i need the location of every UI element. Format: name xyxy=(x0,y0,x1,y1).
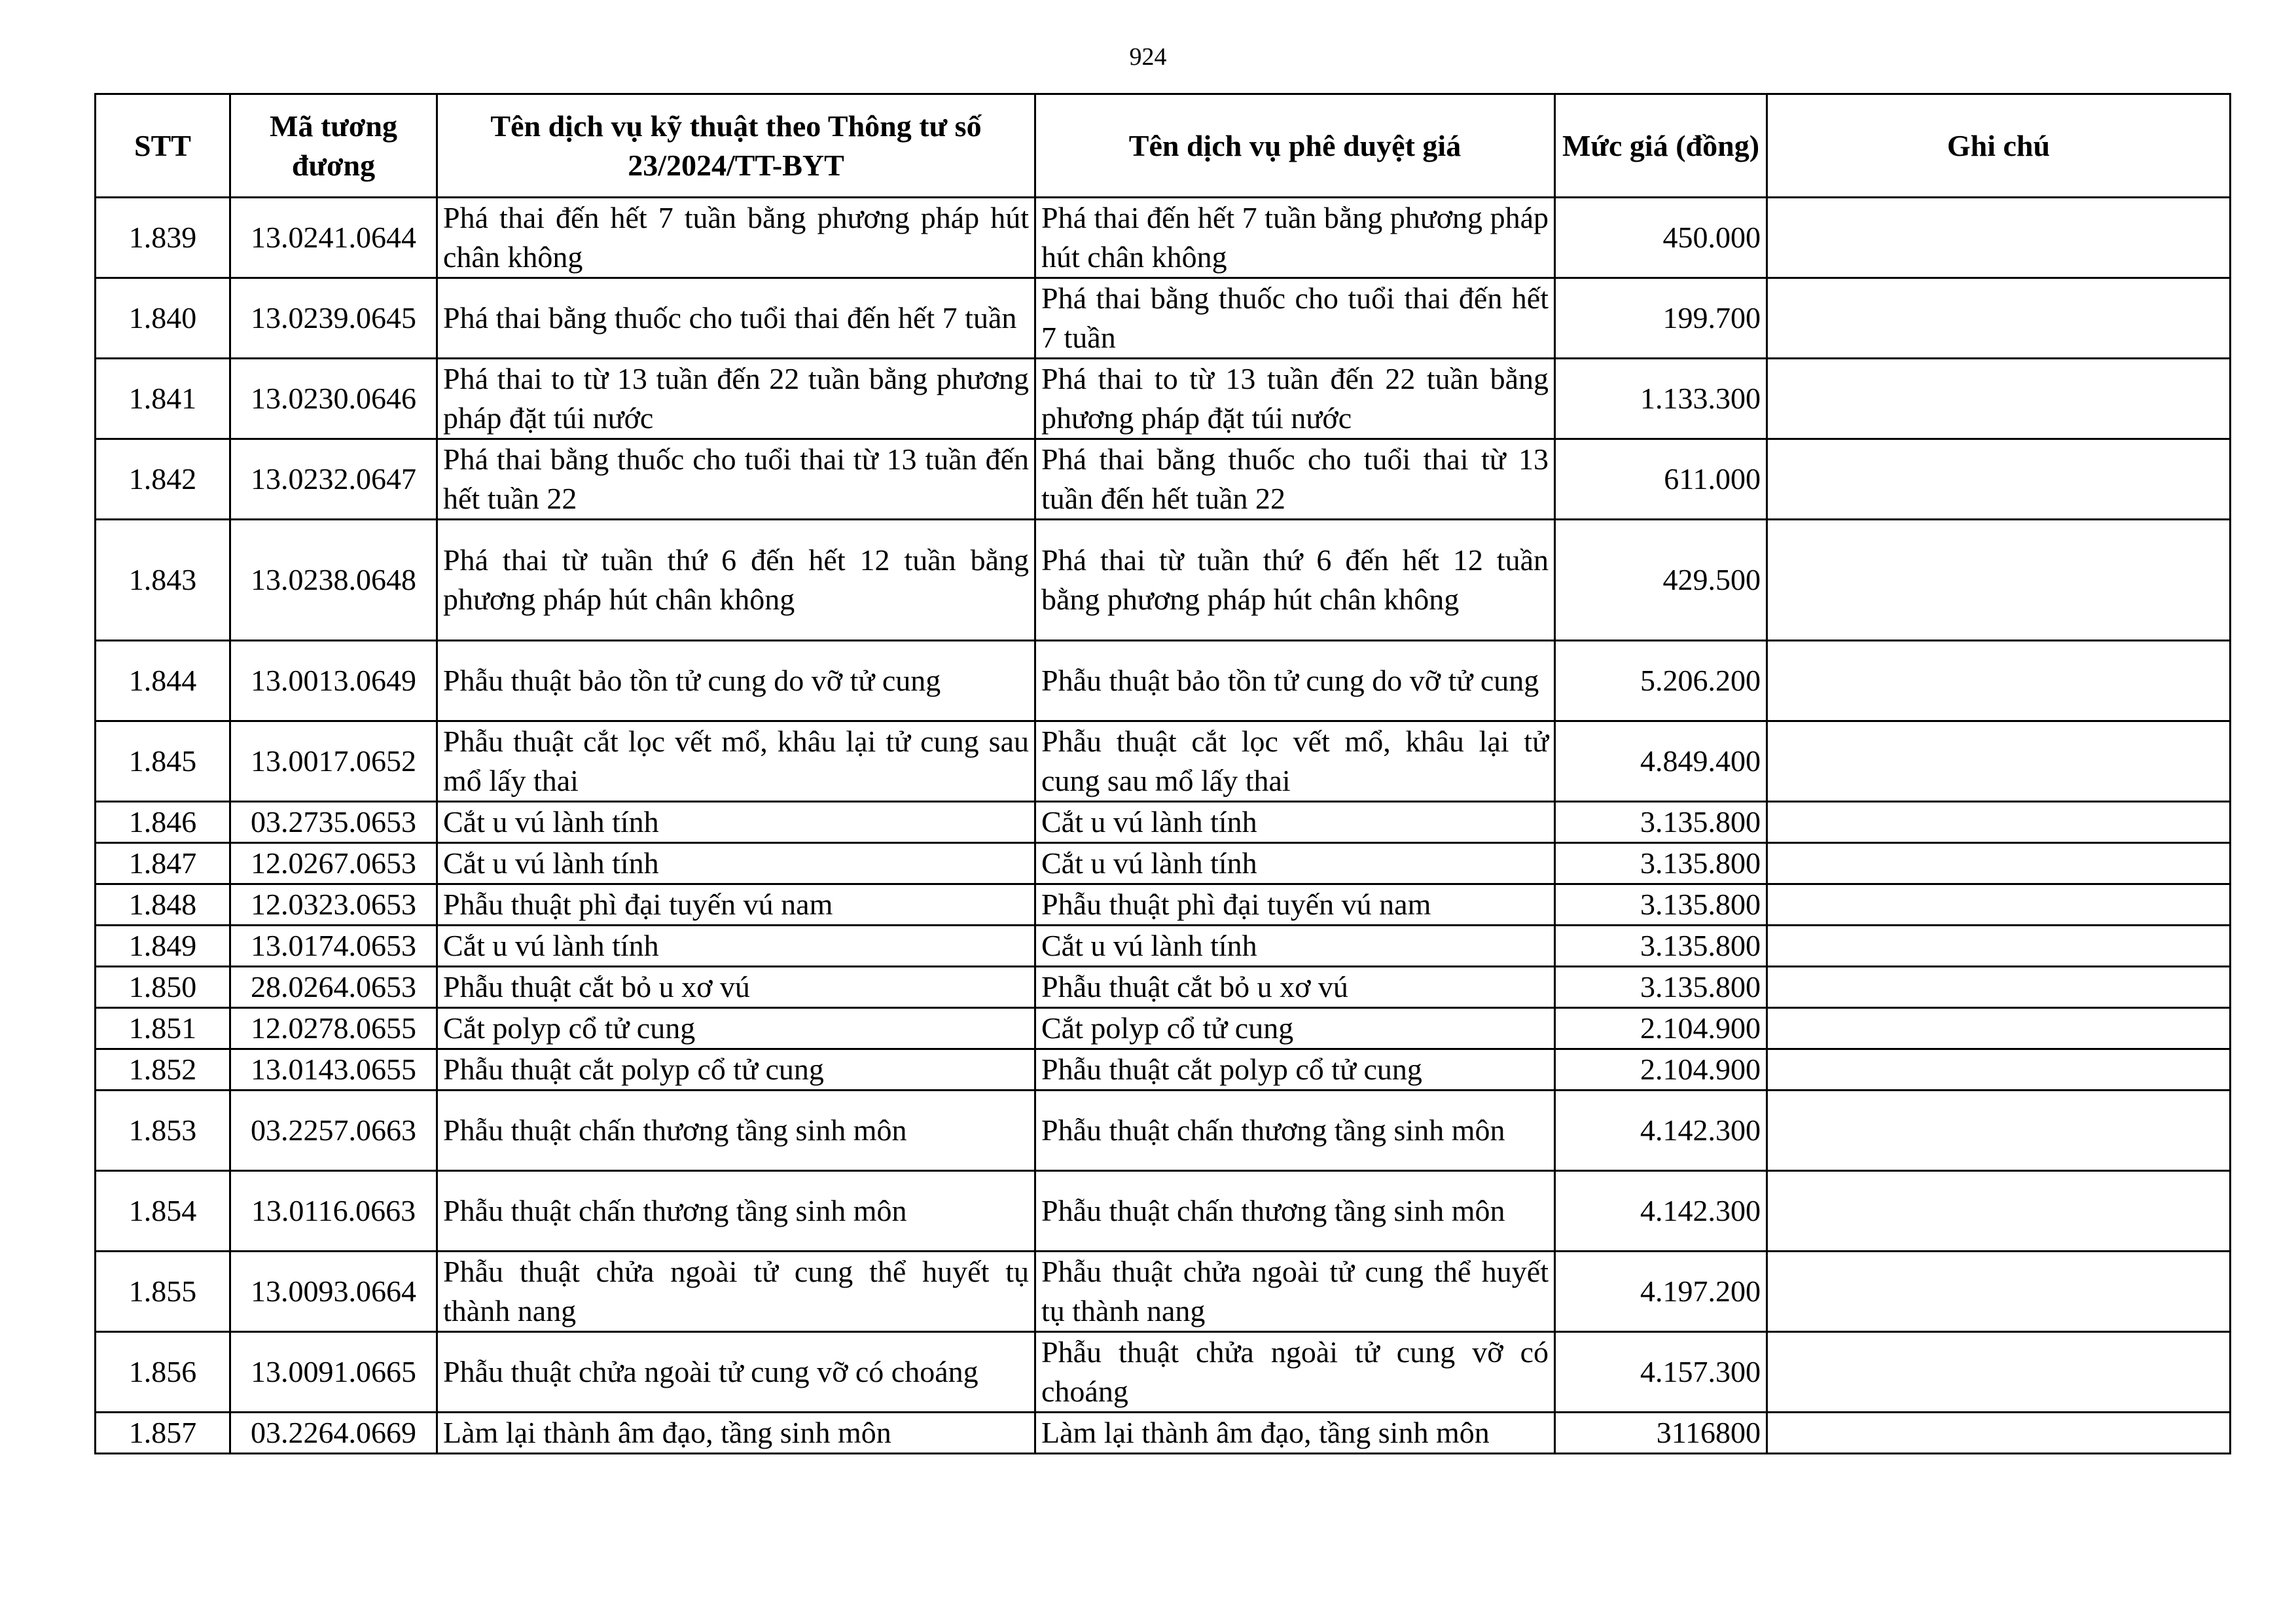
table-row xyxy=(96,1332,2231,1413)
cell-approved-name: Làm lại thành âm đạo, tầng sinh môn xyxy=(1035,1413,1555,1454)
cell-price: 4.142.300 xyxy=(1555,1171,1767,1252)
cell-code: 13.0116.0663 xyxy=(230,1171,437,1252)
cell-stt: 1.845 xyxy=(96,721,230,802)
cell-note xyxy=(1767,802,2231,843)
header-price: Mức giá (đồng) xyxy=(1555,94,1767,198)
cell-price: 3.135.800 xyxy=(1555,884,1767,926)
cell-price: 429.500 xyxy=(1555,520,1767,641)
cell-approved-name: Phá thai to từ 13 tuần đến 22 tuần bằng phương pháp đặt túi nước xyxy=(1035,359,1555,439)
cell-note xyxy=(1767,359,2231,439)
cell-note xyxy=(1767,926,2231,967)
cell-code: 13.0238.0648 xyxy=(230,520,437,641)
table-row xyxy=(96,198,2231,278)
cell-stt: 1.843 xyxy=(96,520,230,641)
table-row xyxy=(96,278,2231,359)
cell-technical-name: Phẫu thuật phì đại tuyến vú nam xyxy=(437,884,1035,926)
table-row xyxy=(96,802,2231,843)
cell-code: 13.0239.0645 xyxy=(230,278,437,359)
cell-technical-name: Phá thai bằng thuốc cho tuổi thai đến hết 7 tuần xyxy=(437,278,1035,359)
cell-stt: 1.840 xyxy=(96,278,230,359)
header-technical-name: Tên dịch vụ kỹ thuật theo Thông tư số 23/2024/TT-BYT xyxy=(437,94,1035,198)
cell-note xyxy=(1767,721,2231,802)
cell-price: 1.133.300 xyxy=(1555,359,1767,439)
cell-note xyxy=(1767,641,2231,721)
price-table xyxy=(94,93,2231,1454)
cell-technical-name: Phá thai bằng thuốc cho tuổi thai từ 13 tuần đến hết tuần 22 xyxy=(437,439,1035,520)
cell-stt: 1.854 xyxy=(96,1171,230,1252)
cell-stt: 1.857 xyxy=(96,1413,230,1454)
cell-technical-name: Phẫu thuật chấn thương tầng sinh môn xyxy=(437,1171,1035,1252)
header-note: Ghi chú xyxy=(1767,94,2231,198)
cell-price: 3.135.800 xyxy=(1555,967,1767,1008)
cell-code: 12.0278.0655 xyxy=(230,1008,437,1049)
cell-price: 3.135.800 xyxy=(1555,926,1767,967)
cell-technical-name: Làm lại thành âm đạo, tầng sinh môn xyxy=(437,1413,1035,1454)
cell-note xyxy=(1767,1252,2231,1332)
cell-technical-name: Phẫu thuật cắt polyp cổ tử cung xyxy=(437,1049,1035,1091)
cell-price: 3.135.800 xyxy=(1555,802,1767,843)
cell-code: 13.0232.0647 xyxy=(230,439,437,520)
cell-code: 03.2257.0663 xyxy=(230,1091,437,1171)
page-number: 924 xyxy=(1129,43,1167,71)
cell-stt: 1.852 xyxy=(96,1049,230,1091)
cell-price: 2.104.900 xyxy=(1555,1049,1767,1091)
cell-price: 5.206.200 xyxy=(1555,641,1767,721)
cell-price: 3116800 xyxy=(1555,1413,1767,1454)
cell-note xyxy=(1767,967,2231,1008)
cell-code: 13.0013.0649 xyxy=(230,641,437,721)
header-approved-name: Tên dịch vụ phê duyệt giá xyxy=(1035,94,1555,198)
cell-approved-name: Phẫu thuật chấn thương tầng sinh môn xyxy=(1035,1091,1555,1171)
cell-approved-name: Phẫu thuật cắt bỏ u xơ vú xyxy=(1035,967,1555,1008)
cell-price: 4.142.300 xyxy=(1555,1091,1767,1171)
cell-approved-name: Phá thai bằng thuốc cho tuổi thai từ 13 tuần đến hết tuần 22 xyxy=(1035,439,1555,520)
cell-code: 13.0143.0655 xyxy=(230,1049,437,1091)
table-row xyxy=(96,967,2231,1008)
cell-stt: 1.842 xyxy=(96,439,230,520)
cell-note xyxy=(1767,884,2231,926)
cell-approved-name: Cắt u vú lành tính xyxy=(1035,926,1555,967)
cell-technical-name: Cắt polyp cổ tử cung xyxy=(437,1008,1035,1049)
cell-price: 2.104.900 xyxy=(1555,1008,1767,1049)
cell-code: 03.2264.0669 xyxy=(230,1413,437,1454)
cell-price: 4.197.200 xyxy=(1555,1252,1767,1332)
table-row xyxy=(96,359,2231,439)
table-row xyxy=(96,520,2231,641)
cell-code: 13.0093.0664 xyxy=(230,1252,437,1332)
cell-code: 13.0241.0644 xyxy=(230,198,437,278)
cell-note xyxy=(1767,1091,2231,1171)
table-row xyxy=(96,1413,2231,1454)
table-row xyxy=(96,884,2231,926)
cell-code: 28.0264.0653 xyxy=(230,967,437,1008)
cell-approved-name: Phẫu thuật cắt lọc vết mổ, khâu lại tử cung sau mổ lấy thai xyxy=(1035,721,1555,802)
cell-note xyxy=(1767,278,2231,359)
cell-code: 13.0017.0652 xyxy=(230,721,437,802)
table-row xyxy=(96,439,2231,520)
cell-code: 13.0174.0653 xyxy=(230,926,437,967)
cell-stt: 1.846 xyxy=(96,802,230,843)
cell-stt: 1.849 xyxy=(96,926,230,967)
cell-technical-name: Phẫu thuật cắt lọc vết mổ, khâu lại tử cung sau mổ lấy thai xyxy=(437,721,1035,802)
cell-stt: 1.851 xyxy=(96,1008,230,1049)
cell-approved-name: Phẫu thuật bảo tồn tử cung do vỡ tử cung xyxy=(1035,641,1555,721)
cell-stt: 1.848 xyxy=(96,884,230,926)
cell-approved-name: Cắt u vú lành tính xyxy=(1035,843,1555,884)
cell-note xyxy=(1767,1171,2231,1252)
cell-note xyxy=(1767,520,2231,641)
cell-approved-name: Phẫu thuật chửa ngoài tử cung thể huyết tụ thành nang xyxy=(1035,1252,1555,1332)
cell-technical-name: Cắt u vú lành tính xyxy=(437,843,1035,884)
cell-technical-name: Phẫu thuật chấn thương tầng sinh môn xyxy=(437,1091,1035,1171)
cell-code: 13.0091.0665 xyxy=(230,1332,437,1413)
cell-note xyxy=(1767,439,2231,520)
cell-stt: 1.850 xyxy=(96,967,230,1008)
cell-stt: 1.847 xyxy=(96,843,230,884)
cell-stt: 1.839 xyxy=(96,198,230,278)
cell-approved-name: Cắt u vú lành tính xyxy=(1035,802,1555,843)
cell-technical-name: Cắt u vú lành tính xyxy=(437,926,1035,967)
cell-approved-name: Phá thai đến hết 7 tuần bằng phương pháp hút chân không xyxy=(1035,198,1555,278)
cell-technical-name: Phá thai to từ 13 tuần đến 22 tuần bằng phương pháp đặt túi nước xyxy=(437,359,1035,439)
cell-approved-name: Phẫu thuật cắt polyp cổ tử cung xyxy=(1035,1049,1555,1091)
cell-technical-name: Phá thai từ tuần thứ 6 đến hết 12 tuần bằng phương pháp hút chân không xyxy=(437,520,1035,641)
cell-stt: 1.853 xyxy=(96,1091,230,1171)
cell-technical-name: Phẫu thuật bảo tồn tử cung do vỡ tử cung xyxy=(437,641,1035,721)
cell-note xyxy=(1767,843,2231,884)
cell-approved-name: Phá thai bằng thuốc cho tuổi thai đến hết 7 tuần xyxy=(1035,278,1555,359)
cell-note xyxy=(1767,1332,2231,1413)
header-stt: STT xyxy=(96,94,230,198)
cell-code: 12.0323.0653 xyxy=(230,884,437,926)
cell-approved-name: Phẫu thuật chấn thương tầng sinh môn xyxy=(1035,1171,1555,1252)
cell-note xyxy=(1767,1413,2231,1454)
table-row xyxy=(96,1091,2231,1171)
table-row xyxy=(96,926,2231,967)
table-row xyxy=(96,843,2231,884)
cell-price: 199.700 xyxy=(1555,278,1767,359)
cell-technical-name: Phẫu thuật chửa ngoài tử cung vỡ có choáng xyxy=(437,1332,1035,1413)
cell-approved-name: Phá thai từ tuần thứ 6 đến hết 12 tuần bằng phương pháp hút chân không xyxy=(1035,520,1555,641)
cell-code: 12.0267.0653 xyxy=(230,843,437,884)
table-row xyxy=(96,1252,2231,1332)
table-row xyxy=(96,721,2231,802)
cell-stt: 1.856 xyxy=(96,1332,230,1413)
cell-price: 450.000 xyxy=(1555,198,1767,278)
cell-stt: 1.844 xyxy=(96,641,230,721)
cell-price: 4.849.400 xyxy=(1555,721,1767,802)
cell-note xyxy=(1767,198,2231,278)
cell-note xyxy=(1767,1049,2231,1091)
cell-technical-name: Cắt u vú lành tính xyxy=(437,802,1035,843)
cell-code: 03.2735.0653 xyxy=(230,802,437,843)
cell-stt: 1.841 xyxy=(96,359,230,439)
cell-technical-name: Phá thai đến hết 7 tuần bằng phương pháp hút chân không xyxy=(437,198,1035,278)
cell-price: 3.135.800 xyxy=(1555,843,1767,884)
cell-approved-name: Cắt polyp cổ tử cung xyxy=(1035,1008,1555,1049)
table-header-row xyxy=(96,94,2231,198)
cell-technical-name: Phẫu thuật chửa ngoài tử cung thể huyết tụ thành nang xyxy=(437,1252,1035,1332)
cell-code: 13.0230.0646 xyxy=(230,359,437,439)
table-row xyxy=(96,1049,2231,1091)
cell-approved-name: Phẫu thuật phì đại tuyến vú nam xyxy=(1035,884,1555,926)
table-row xyxy=(96,641,2231,721)
cell-stt: 1.855 xyxy=(96,1252,230,1332)
cell-price: 611.000 xyxy=(1555,439,1767,520)
cell-note xyxy=(1767,1008,2231,1049)
cell-price: 4.157.300 xyxy=(1555,1332,1767,1413)
table-row xyxy=(96,1171,2231,1252)
cell-technical-name: Phẫu thuật cắt bỏ u xơ vú xyxy=(437,967,1035,1008)
header-code: Mã tương đương xyxy=(230,94,437,198)
cell-approved-name: Phẫu thuật chửa ngoài tử cung vỡ có choáng xyxy=(1035,1332,1555,1413)
table-row xyxy=(96,1008,2231,1049)
